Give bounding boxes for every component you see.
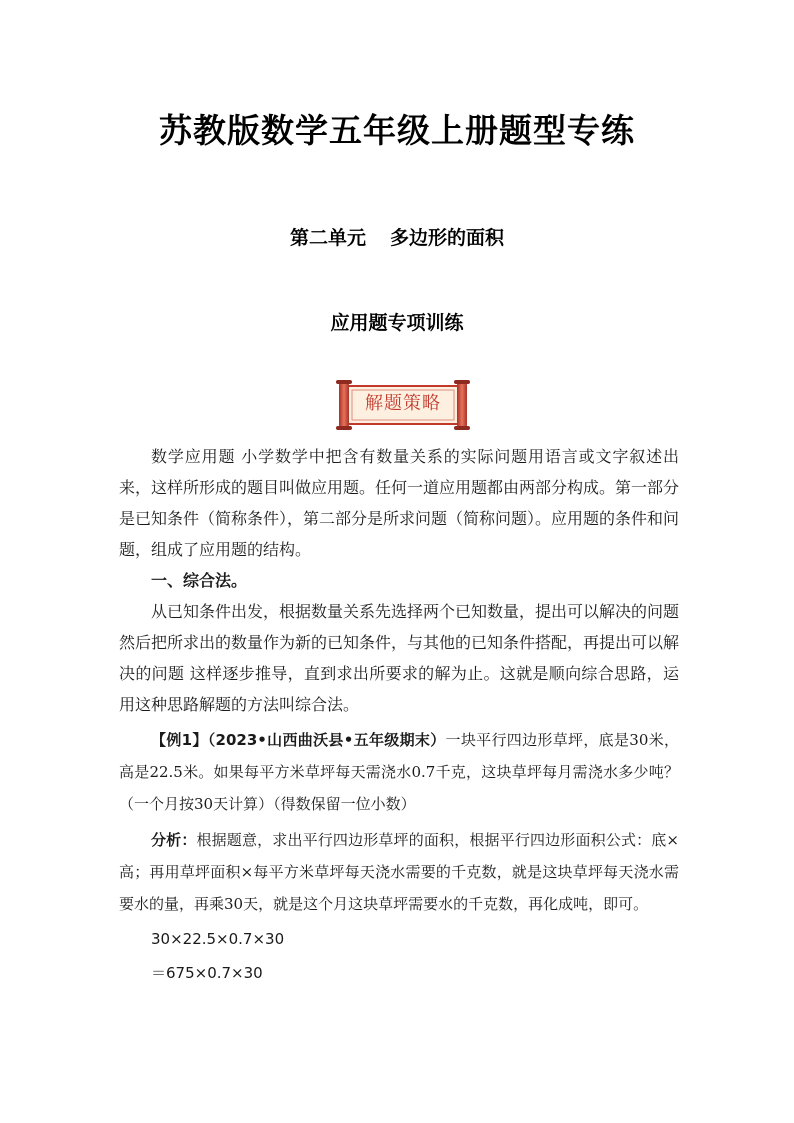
document-title: 苏教版数学五年级上册题型专练 [159,111,635,150]
example-label: 【例1】 [151,731,208,749]
unit-label: 第二单元 [289,227,366,249]
analysis-paragraph [119,824,679,920]
banner-label: 解题策略 [365,393,441,414]
unit-heading [0,223,794,250]
method-paragraph: 从已知条件出发，根据数量关系先选择两个已知数量，提出可以解决的问题然后把所求出的数量作为新的已知条件，与其他的已知条件搭配，再提出可以解决的问题 这样逐步推导，直到求出所要求的解为止。这就是顺向综合思路，运用这种思路解题的方法叫综合法。 [119,602,680,714]
content-body [119,441,679,988]
analysis-label: 分析： [151,831,197,849]
calc-line-1: 30×22.5×0.7×30 [151,930,285,948]
example-paragraph [119,724,679,820]
example-text: 一块平行四边形草坪，底是30米，高是22.5米。如果每平方米草坪每天需浇水0.7千克，这块草坪每月需浇水多少吨？（一个月按30天计算）（得数保留一位小数） [119,731,680,813]
calc-line-2: ＝675×0.7×30 [151,964,263,982]
method-heading: 一、综合法。 [151,571,248,590]
analysis-text: 根据题意，求出平行四边形草坪的面积，根据平行四边形面积公式：底×高；再用草坪面积×每平方米草坪每天浇水需要的千克数，就是这块草坪每天浇水需要水的量，再乘30天，就是这个月这块草坪需要水的千克数，再化成吨，即可。 [119,831,679,913]
section-title: 应用题专项训练 [330,312,464,334]
example-source: （2023•山西曲沃县•五年级期末） [207,731,446,749]
intro-paragraph: 数学应用题 小学数学中把含有数量关系的实际问题用语言或文字叙述出来，这样所形成的题目叫做应用题。任何一道应用题都由两部分构成。第一部分是已知条件（简称条件），第二部分是所求问题（简称问题）。应用题的条件和问题，组成了应用题的结构。 [119,447,680,559]
strategy-banner [333,378,473,430]
unit-name: 多边形的面积 [390,227,505,249]
